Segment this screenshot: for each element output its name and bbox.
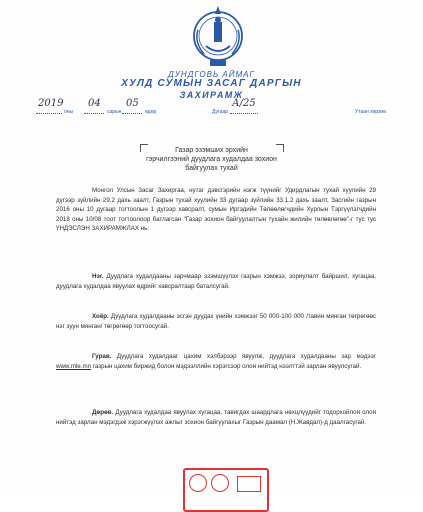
subject-line-2: гэрчилгээний дуудлага худалдаа зохион (146, 156, 277, 163)
stamp-seal-icon-2 (211, 474, 229, 492)
paragraph-4 (56, 408, 376, 427)
paragraph-preamble: Монгол Улсын Засаг Захиргаа, нутаг дэвсгэрийн нэгж түүнийг Удирдлагын тухай хуулийн 29 дүгээр зүйлийн 29.2 дахь заалт, Газрын тухай хуулийн 33 дугаар зүйлийн 33.1.2 дахь заалт, Засгийн газрын 2016 оны 10 дугаар тогтоолын 1 дүгээр хавсралт, сумын Иргэдийн Төлөөлөгчдийн Хурлын Тэргүүлэгчдийн 2018 оны 10/08 тоот тогтоолоор батлагсан "Газар зохион байгуулалтын тухайн жилийн төлөвлөгөө"-г тус тус ҮНДЭСЛЭН ЗАХИРАМЖЛАХ нь: (56, 187, 376, 233)
aimag-name: ДУНДГОВЬ АЙМАГ (168, 70, 255, 79)
underline-year (36, 113, 62, 114)
number-label: Дугаар (212, 109, 229, 115)
stamp-box-icon (237, 476, 261, 492)
paragraph-3-text-b: газрын цахим биржид болон мэдээллийн хэрэгсээр олон нийтэд нээлттэй зарлан явуулсугай. (91, 362, 362, 370)
issuer-title: ХУЛД СУМЫН ЗАСАГ ДАРГЫН (121, 78, 302, 89)
official-stamp (183, 468, 269, 512)
paragraph-2-text: Дуудлага худалдааны эсгэн дуудах үнийн хэмжээг 50 000-100 000 /тавин мянган төгрөгөөс нэг зуун мянган/ төгрөгөөр тогтоосугай. (56, 313, 376, 330)
paragraph-4-text: Дуудлага худалдаа явуулах хугацаа, тавигдах шаардлага нөхцлүүдийг тодорхойлон олон нийтэд зарлан мэдэгдэж хэрэгжүүлэх ажлыг зохион байгуулахыг Газрын даамал (Н.Жавдал)-д даалгасугай. (56, 409, 376, 426)
paragraph-4-lead: Дөрөв. (92, 409, 114, 416)
label-year: оны (64, 109, 74, 115)
underline-number (230, 113, 258, 114)
underline-month (84, 113, 104, 114)
paragraph-3 (56, 352, 376, 371)
paragraph-3-lead: Гурав. (92, 353, 112, 360)
paragraph-3-text-a: Дуудлага худалдааг цахим хэлбэрээр явуулж, дуудлага худалдааны зар мэдээг (111, 353, 376, 360)
subject-line-1: Газар эзэмших эрхийн (175, 147, 248, 154)
subject-line-3: байгуулах тухай (185, 165, 238, 172)
stamp-seal-icon (189, 474, 207, 492)
paragraph-1 (56, 272, 376, 291)
mle-link[interactable]: www.mle.mn (56, 362, 92, 370)
paragraph-2-lead: Хоёр. (92, 313, 109, 320)
number-value: А/25 (232, 98, 256, 109)
label-month: сарын (107, 109, 122, 115)
label-day: өдөр (145, 109, 157, 115)
date-day: 05 (126, 98, 139, 109)
paragraph-1-lead: Нэг. (92, 273, 104, 280)
state-emblem-icon (190, 2, 246, 72)
document-type: ЗАХИРАМЖ (179, 90, 244, 100)
place-name: Утаан хөрзөө (355, 109, 386, 115)
paragraph-1-text: Дуудлага худалдааны зарчмаар эзэмшүүлэх газрын хэмжээ, зориулалт байршил, хугацаа, дуудлага худалдаа явуулах өдрийг хавсралтаар баталсугай. (56, 273, 376, 290)
date-month: 04 (88, 98, 101, 109)
underline-day (122, 113, 142, 114)
date-year: 2019 (38, 98, 64, 109)
paragraph-2 (56, 312, 376, 331)
